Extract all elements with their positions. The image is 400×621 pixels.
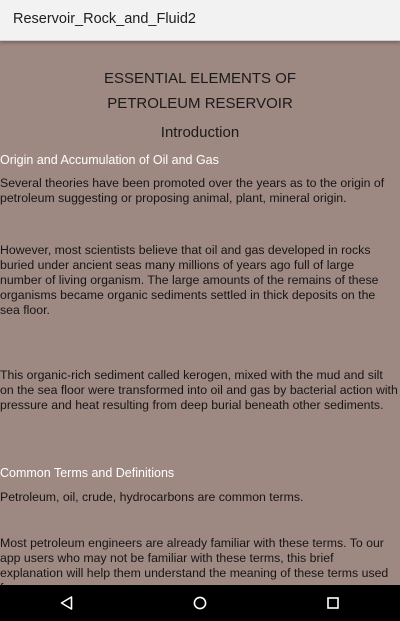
paragraph: Most petroleum engineers are already familiar with these terms. To our app users who may not be familiar with these terms, this brief explanation will help them understand the meaning of these terms used	[0, 536, 389, 580]
app-title: Reservoir_Rock_and_Fluid2	[13, 11, 196, 27]
article-content[interactable]	[0, 41, 400, 585]
article-subheading: Introduction	[160, 124, 240, 141]
home-button[interactable]	[170, 585, 230, 621]
navigation-bar	[0, 585, 400, 621]
paragraph: Petroleum, oil, crude, hydrocarbons are common terms.	[0, 490, 304, 504]
paragraph: Several theories have been promoted over the years as to the origin of petroleum suggesting or proposing animal, plant, mineral origin.	[0, 176, 385, 205]
article-heading-line-1: ESSENTIAL ELEMENTS OF	[104, 70, 296, 87]
recents-button[interactable]	[303, 585, 363, 621]
paragraph: This organic-rich sediment called kerogen, mixed with the mud and silt on the sea floor were transformed into oil and gas by bacterial action with pressure and heat resulting from deep burial beneath other sediments.	[0, 368, 398, 412]
paragraph: However, most scientists believe that oil and gas developed in rocks buried under ancient seas many millions of years ago full of large number of living organism. The large amounts of the remains of these organisms became organic sediments settled in thick deposits on the sea floor.	[0, 243, 379, 317]
app-bar	[0, 0, 400, 41]
section-title-common-terms: Common Terms and Definitions	[0, 466, 175, 480]
triangle-back-icon	[59, 595, 75, 611]
section-title-origin: Origin and Accumulation of Oil and Gas	[0, 153, 219, 167]
square-recents-icon	[325, 595, 341, 611]
back-button[interactable]	[37, 585, 97, 621]
article-heading-line-2: PETROLEUM RESERVOIR	[107, 95, 293, 112]
circle-home-icon	[192, 595, 208, 611]
